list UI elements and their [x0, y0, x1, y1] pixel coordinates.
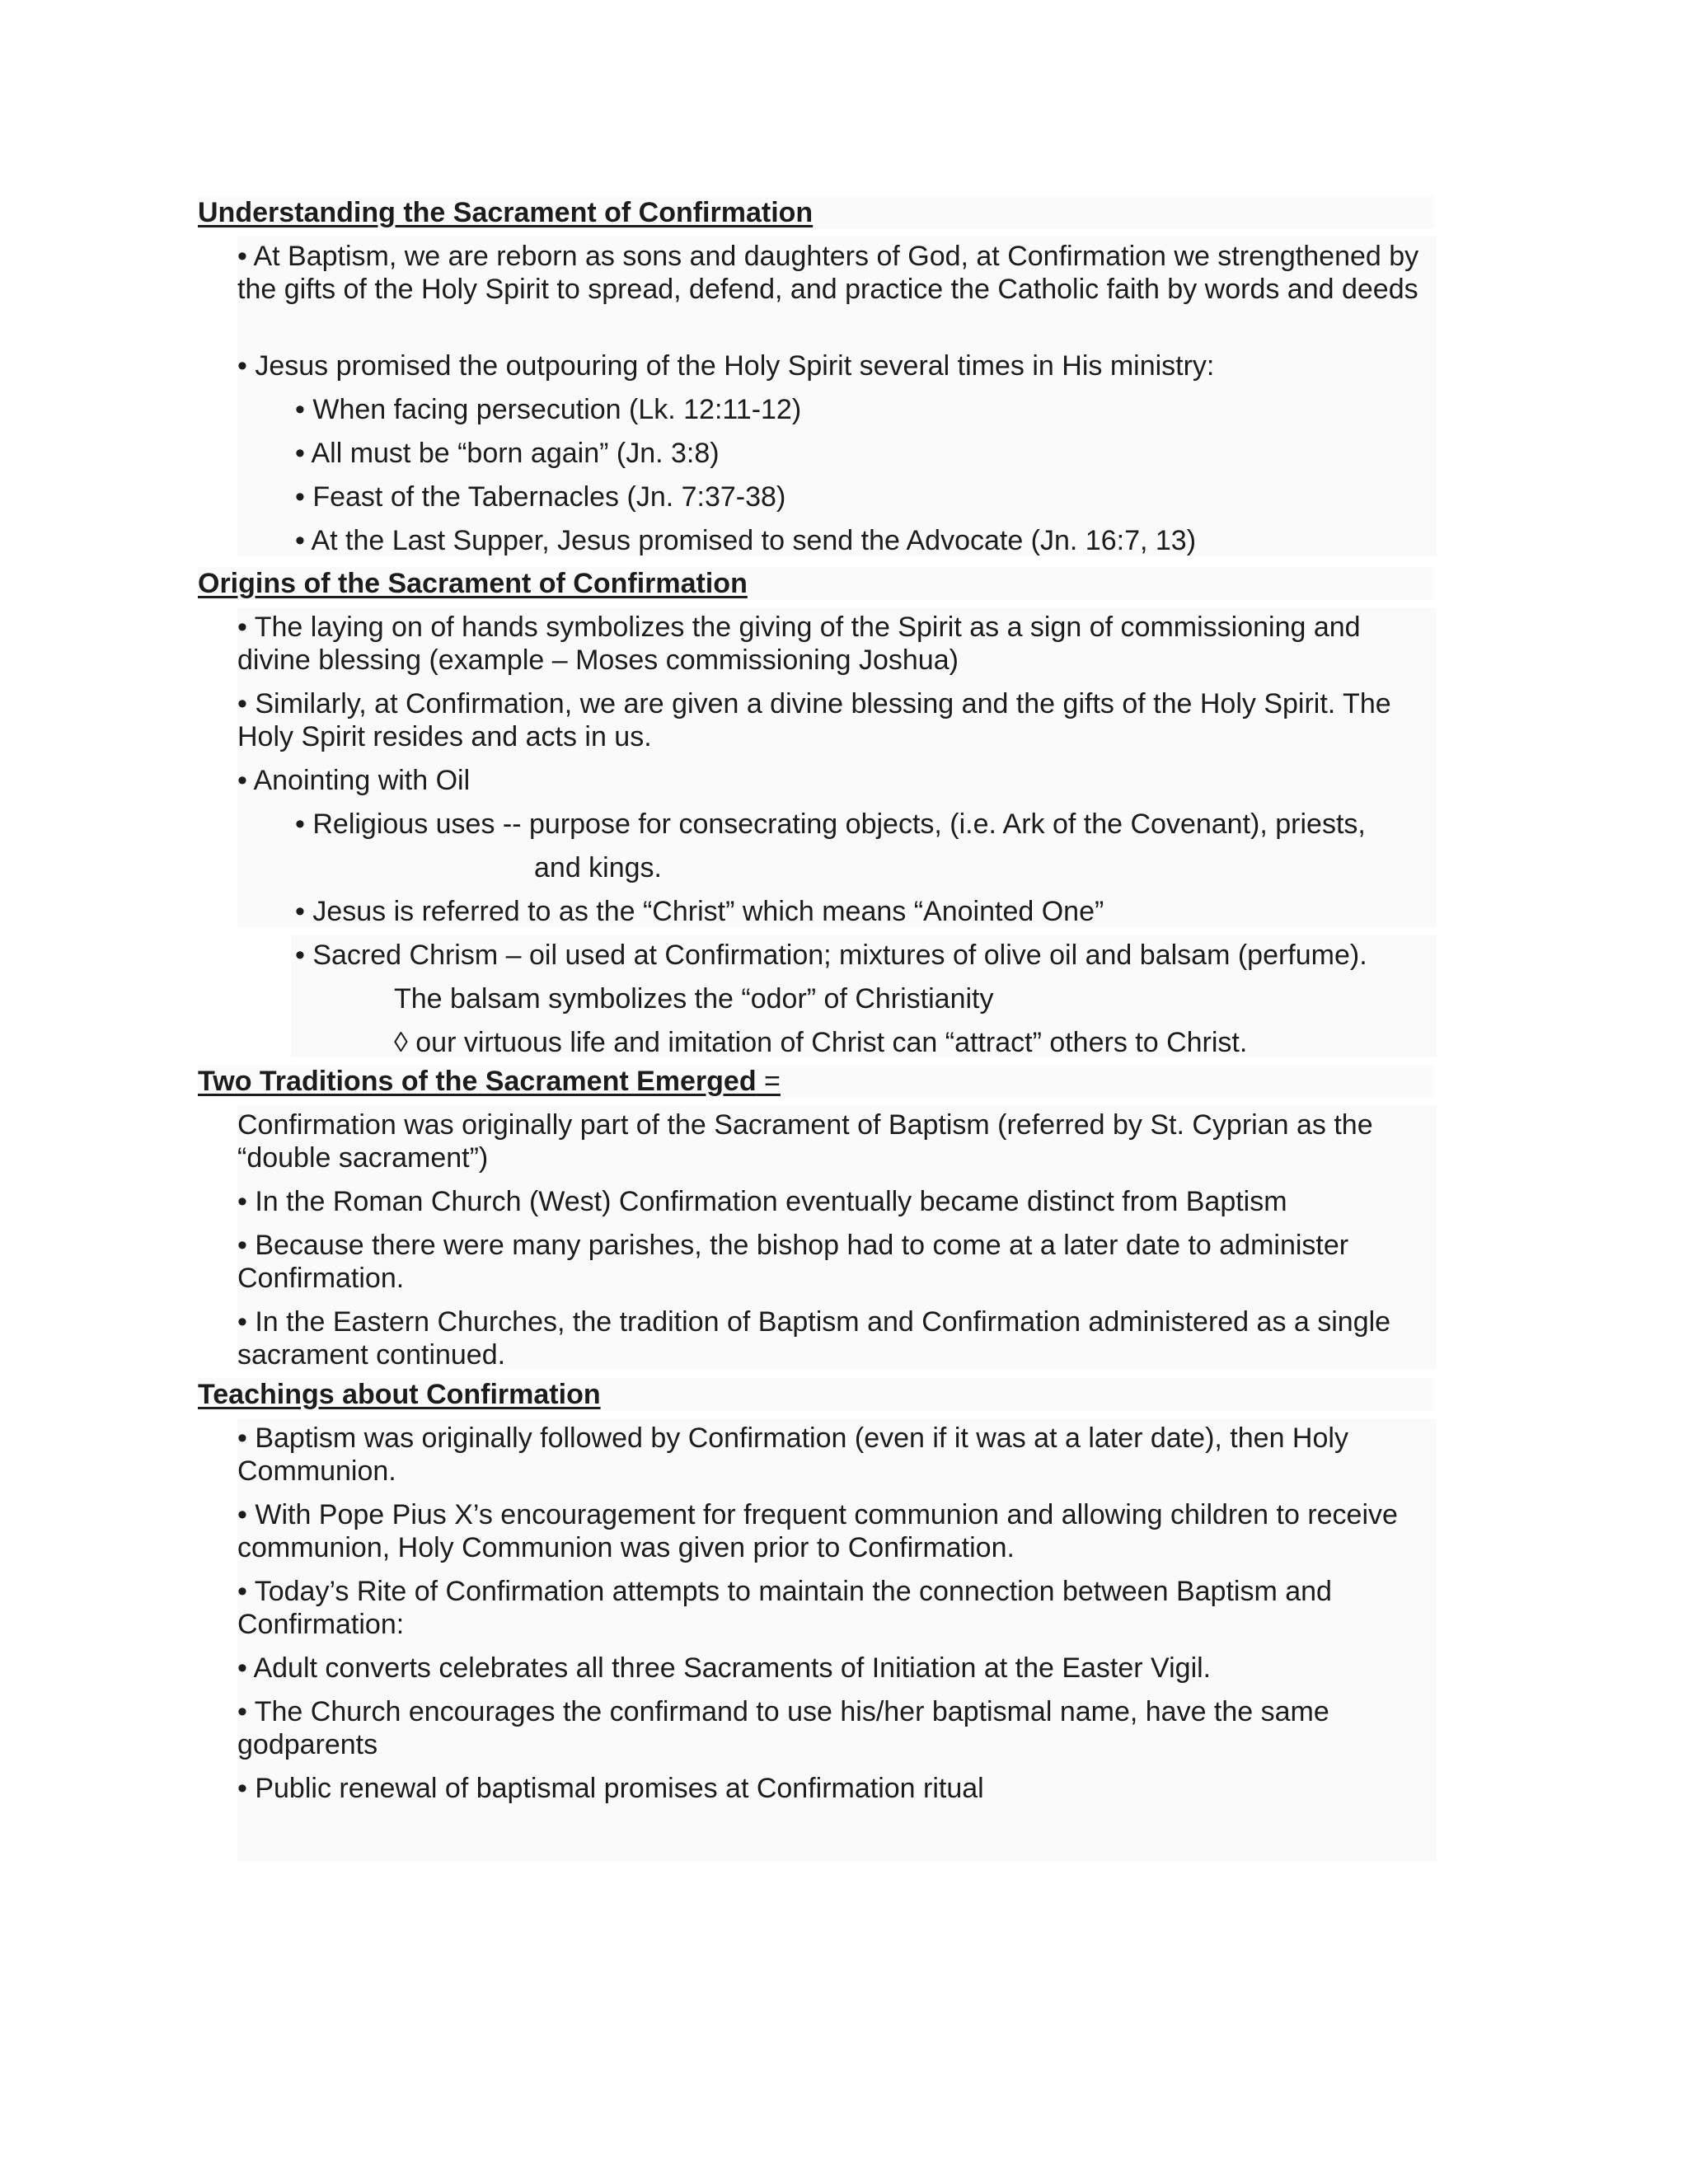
- section-heading-teachings: Teachings about Confirmation: [198, 1378, 1434, 1411]
- list-item: • Public renewal of baptismal promises at Confirmation ritual: [237, 1773, 984, 1804]
- list-item: • Because there were many parishes, the bishop had to come at a later date to administer Confirmation.: [237, 1230, 1349, 1294]
- list-item: • In the Eastern Churches, the tradition of Baptism and Confirmation administered as a single sacrament continued.: [237, 1306, 1391, 1371]
- list-item: • The laying on of hands symbolizes the giving of the Spirit as a sign of commissioning and divine blessing (example – Moses commissioning Joshua): [237, 612, 1361, 676]
- list-item: • Feast of the Tabernacles (Jn. 7:37-38): [295, 481, 786, 513]
- list-item: • When facing persecution (Lk. 12:11-12): [295, 394, 802, 425]
- list-item: • All must be “born again” (Jn. 3:8): [295, 438, 720, 469]
- list-item: • Baptism was originally followed by Confirmation (even if it was at a later date), then Holy Communion.: [237, 1422, 1348, 1487]
- list-item: • At the Last Supper, Jesus promised to send the Advocate (Jn. 16:7, 13): [295, 525, 1197, 556]
- list-item: • The Church encourages the confirmand to use his/her baptismal name, have the same godparents: [237, 1696, 1329, 1760]
- list-item: • Jesus promised the outpouring of the Holy Spirit several times in His ministry:: [237, 350, 1215, 382]
- list-item: Confirmation was originally part of the Sacrament of Baptism (referred by St. Cyprian as the “double sacrament”): [237, 1109, 1373, 1174]
- list-item: • Today’s Rite of Confirmation attempts to maintain the connection between Baptism and Confirmation:: [237, 1576, 1332, 1640]
- list-item: • Religious uses -- purpose for consecrating objects, (i.e. Ark of the Covenant), priests,: [295, 808, 1366, 840]
- list-item: • Similarly, at Confirmation, we are given a divine blessing and the gifts of the Holy Spirit. The Holy Spirit resides and acts in us.: [237, 688, 1391, 752]
- section-heading-origins: Origins of the Sacrament of Confirmation: [198, 567, 1434, 600]
- list-item-continuation: The balsam symbolizes the “odor” of Christianity: [394, 983, 994, 1015]
- list-item: • At Baptism, we are reborn as sons and daughters of God, at Confirmation we strengthened by the gifts of the Holy Spirit to spread, defend, and practice the Catholic faith by words and deeds: [237, 241, 1419, 305]
- list-item: • With Pope Pius X’s encouragement for frequent communion and allowing children to receive communion, Holy Communion was given prior to Confirmation.: [237, 1499, 1398, 1563]
- list-item: • Anointing with Oil: [237, 765, 471, 796]
- section-heading-understanding: Understanding the Sacrament of Confirmation: [198, 196, 1434, 229]
- section-heading-traditions: [198, 1065, 1434, 1098]
- section-heading-traditions-text: Two Traditions of the Sacrament Emerged: [198, 1066, 757, 1097]
- heading-suffix: =: [756, 1066, 781, 1097]
- list-item: • Jesus is referred to as the “Christ” which means “Anointed One”: [295, 896, 1104, 927]
- list-item: ◊ our virtuous life and imitation of Christ can “attract” others to Christ.: [394, 1027, 1248, 1058]
- list-item: • In the Roman Church (West) Confirmation eventually became distinct from Baptism: [237, 1186, 1287, 1217]
- list-item: • Sacred Chrism – oil used at Confirmation; mixtures of olive oil and balsam (perfume).: [295, 940, 1367, 971]
- list-item-continuation: and kings.: [534, 852, 662, 883]
- list-item: • Adult converts celebrates all three Sacraments of Initiation at the Easter Vigil.: [237, 1652, 1212, 1684]
